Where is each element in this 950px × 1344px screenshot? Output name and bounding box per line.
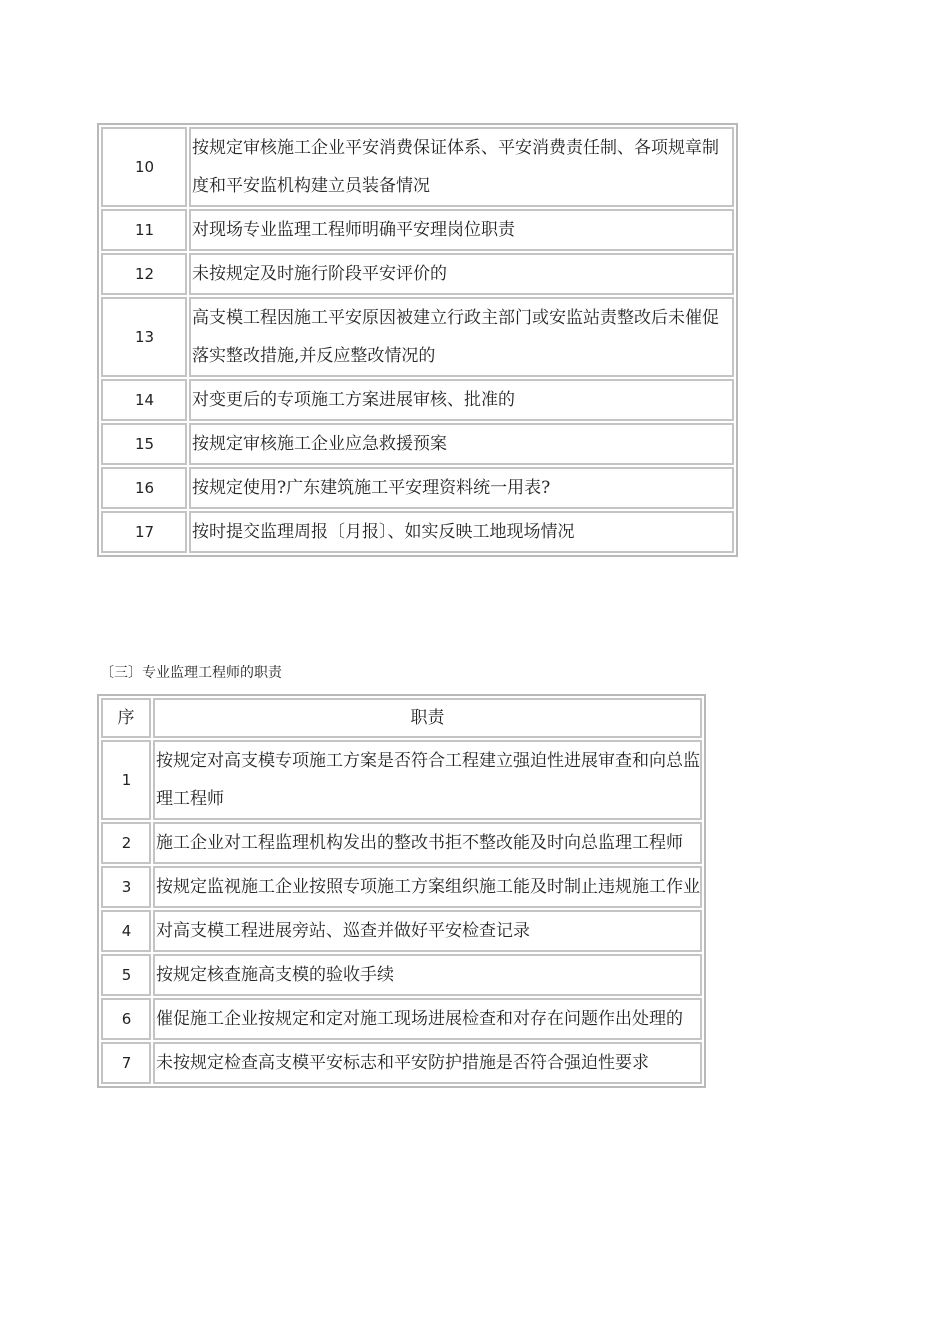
table-row xyxy=(101,910,702,952)
table-row xyxy=(101,954,702,996)
table-row xyxy=(101,822,702,864)
row-number: 13 xyxy=(101,297,187,377)
row-text: 按规定审核施工企业平安消费保证体系、平安消费责任制、各项规章制度和平安监机构建立员装备情况 xyxy=(189,127,734,207)
row-number: 6 xyxy=(101,998,151,1040)
row-number: 16 xyxy=(101,467,187,509)
table-row xyxy=(101,297,734,377)
section-heading: 〔三〕专业监理工程师的职责 xyxy=(100,665,282,681)
header-duty: 职责 xyxy=(153,698,702,738)
row-text: 按规定对高支模专项施工方案是否符合工程建立强迫性进展审查和向总监理工程师 xyxy=(153,740,702,820)
header-num: 序 xyxy=(101,698,151,738)
row-number: 17 xyxy=(101,511,187,553)
row-number: 11 xyxy=(101,209,187,251)
row-text: 对高支模工程进展旁站、巡查并做好平安检查记录 xyxy=(153,910,702,952)
row-number: 10 xyxy=(101,127,187,207)
table-row xyxy=(101,998,702,1040)
duties-table-continued xyxy=(97,123,738,557)
row-text: 按规定监视施工企业按照专项施工方案组织施工能及时制止违规施工作业 xyxy=(153,866,702,908)
row-text: 对现场专业监理工程师明确平安理岗位职责 xyxy=(189,209,734,251)
table-row xyxy=(101,379,734,421)
row-text: 按时提交监理周报〔月报〕、如实反映工地现场情况 xyxy=(189,511,734,553)
table-row xyxy=(101,209,734,251)
row-text: 未按规定及时施行阶段平安评价的 xyxy=(189,253,734,295)
row-text: 按规定审核施工企业应急救援预案 xyxy=(189,423,734,465)
row-number: 4 xyxy=(101,910,151,952)
row-number: 7 xyxy=(101,1042,151,1084)
specialist-duties-table xyxy=(97,694,706,1088)
table-row xyxy=(101,511,734,553)
row-number: 1 xyxy=(101,740,151,820)
row-text: 对变更后的专项施工方案进展审核、批准的 xyxy=(189,379,734,421)
row-text: 高支模工程因施工平安原因被建立行政主部门或安监站责整改后未催促落实整改措施,并反应整改情况的 xyxy=(189,297,734,377)
table-row xyxy=(101,1042,702,1084)
row-number: 14 xyxy=(101,379,187,421)
row-text: 施工企业对工程监理机构发出的整改书拒不整改能及时向总监理工程师 xyxy=(153,822,702,864)
table-row xyxy=(101,253,734,295)
row-number: 15 xyxy=(101,423,187,465)
table-row xyxy=(101,740,702,820)
row-number: 2 xyxy=(101,822,151,864)
table-row xyxy=(101,423,734,465)
table-row xyxy=(101,866,702,908)
row-text: 催促施工企业按规定和定对施工现场进展检查和对存在问题作出处理的 xyxy=(153,998,702,1040)
table-header-row xyxy=(101,698,702,738)
row-number: 12 xyxy=(101,253,187,295)
table-row xyxy=(101,127,734,207)
row-text: 按规定核查施高支模的验收手续 xyxy=(153,954,702,996)
row-text: 未按规定检查高支模平安标志和平安防护措施是否符合强迫性要求 xyxy=(153,1042,702,1084)
row-number: 3 xyxy=(101,866,151,908)
row-text: 按规定使用?广东建筑施工平安理资料统一用表? xyxy=(189,467,734,509)
table-row xyxy=(101,467,734,509)
row-number: 5 xyxy=(101,954,151,996)
